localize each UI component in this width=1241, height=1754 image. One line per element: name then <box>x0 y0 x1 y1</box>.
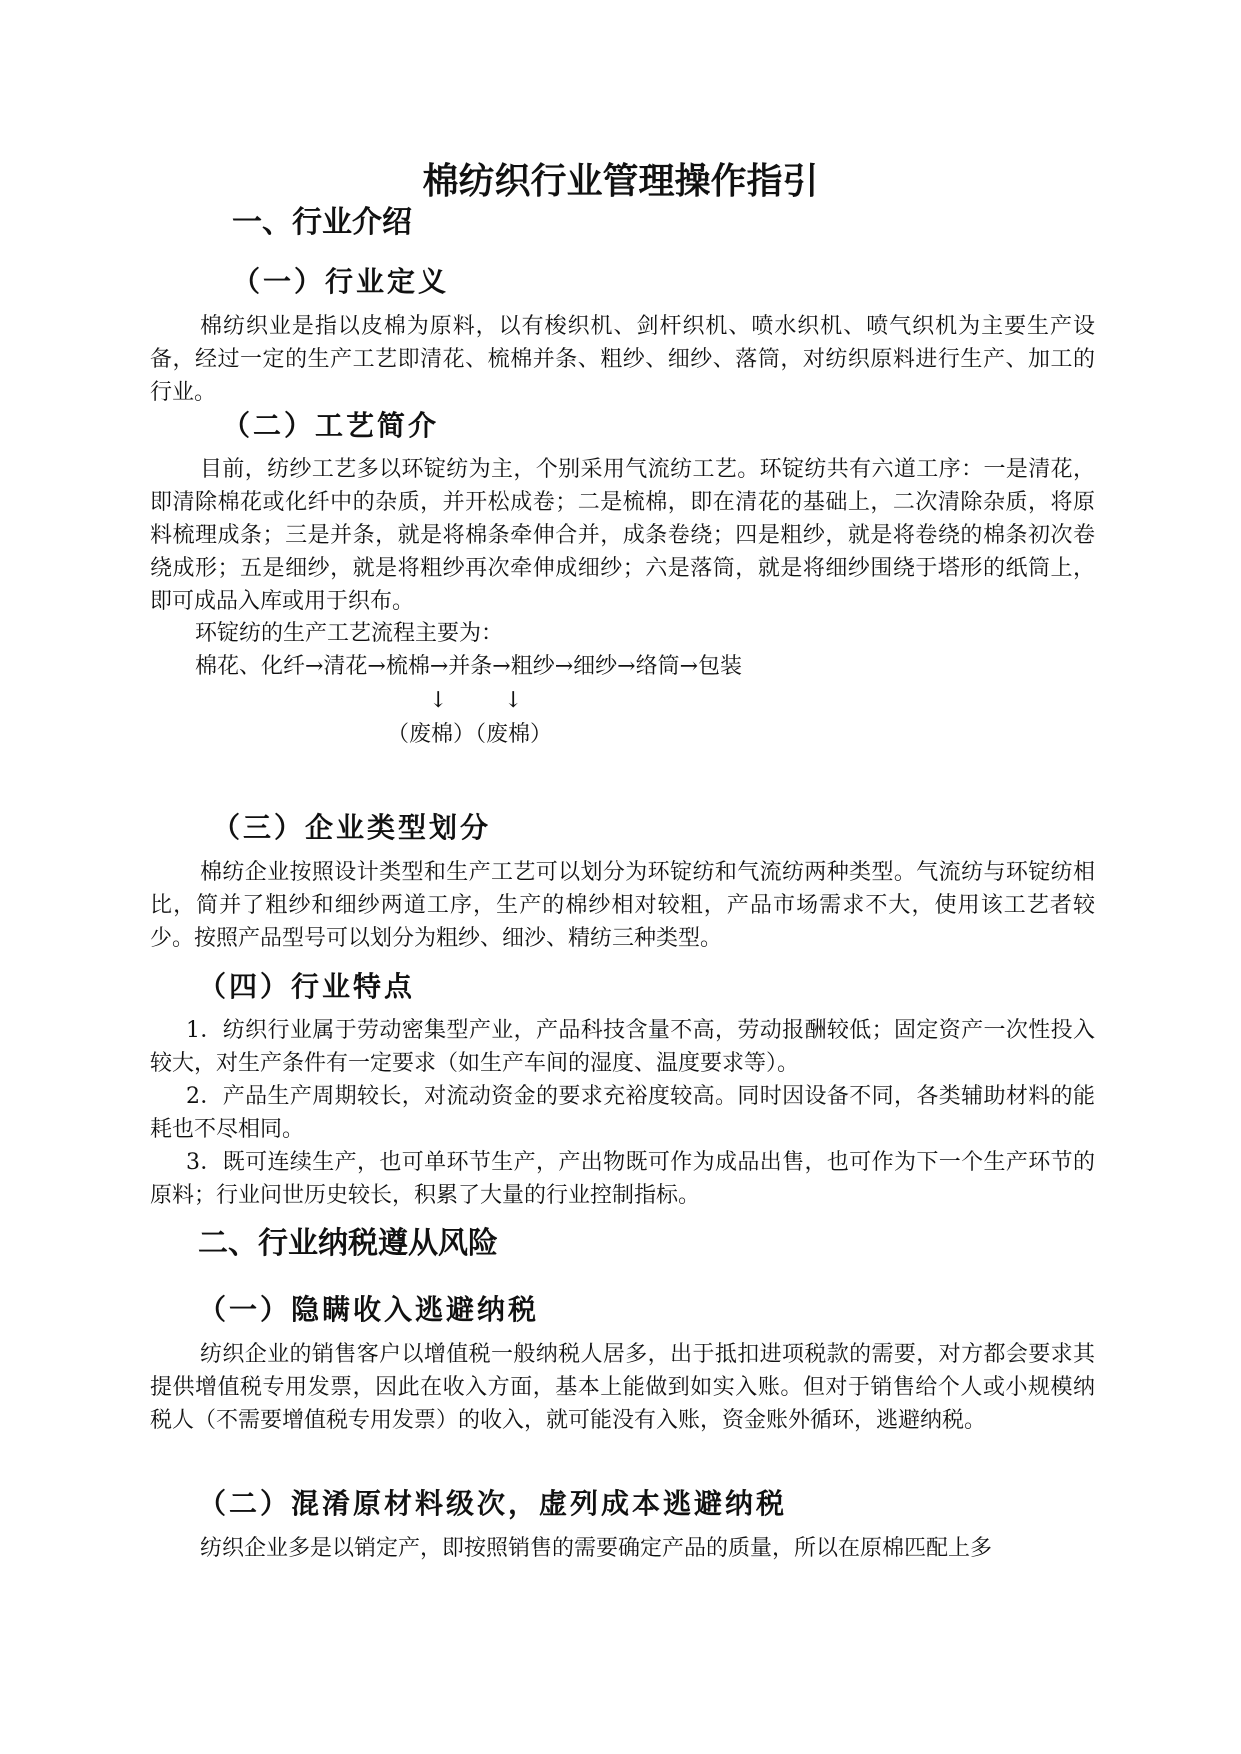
subsection-heading-enterprise-types: （三）企业类型划分 <box>212 811 492 844</box>
section-heading-industry-intro: 一、行业介绍 <box>232 205 412 240</box>
subsection-heading-definition: （一）行业定义 <box>232 265 450 298</box>
subsection-heading-hidden-income: （一）隐瞒收入逃避纳税 <box>198 1293 540 1326</box>
flow-line: 棉花、化纤→清花→梳棉→并条→粗纱→细纱→络筒→包装 <box>195 654 743 679</box>
document-title: 棉纺织行业管理操作指引 <box>422 161 819 202</box>
flow-arrow-down-1: ↓ <box>429 688 448 713</box>
paragraph-enterprise-types: 棉纺企业按照设计类型和生产工艺可以划分为环锭纺和气流纺两种类型。气流纺与环锭纺相比，简并了粗纱和细纱两道工序，生产的棉纱相对较粗，产品市场需求不大，使用该工艺者较少。按照产品型号可以划分为粗纱、细沙、精纺三种类型。 <box>150 860 1095 951</box>
characteristic-item-1: 1．纺织行业属于劳动密集型产业，产品科技含量不高，劳动报酬较低；固定资产一次性投入较大，对生产条件有一定要求（如生产车间的湿度、温度要求等）。 <box>150 1018 1095 1076</box>
flow-intro: 环锭纺的生产工艺流程主要为： <box>195 621 504 646</box>
paragraph-material-grades: 纺织企业多是以销定产，即按照销售的需要确定产品的质量，所以在原棉匹配上多 <box>200 1536 993 1561</box>
paragraph-definition: 棉纺织业是指以皮棉为原料，以有梭织机、剑杆织机、喷水织机、喷气织机为主要生产设备，经过一定的生产工艺即清花、梳棉并条、粗纱、细纱、落筒，对纺织原料进行生产、加工的行业。 <box>150 314 1095 405</box>
flow-arrow-down-2: ↓ <box>504 688 523 713</box>
characteristic-item-2: 2．产品生产周期较长，对流动资金的要求充裕度较高。同时因设备不同，各类辅助材料的能耗也不尽相同。 <box>150 1084 1095 1142</box>
subsection-heading-process: （二）工艺简介 <box>222 409 440 442</box>
characteristic-item-3: 3．既可连续生产，也可单环节生产，产出物既可作为成品出售，也可作为下一个生产环节的原料；行业问世历史较长，积累了大量的行业控制指标。 <box>150 1150 1095 1208</box>
flow-waste-labels: （废棉）（废棉） <box>387 722 553 747</box>
paragraph-process: 目前，纺纱工艺多以环锭纺为主，个别采用气流纺工艺。环锭纺共有六道工序：一是清花，即清除棉花或化纤中的杂质，并开松成卷；二是梳棉，即在清花的基础上，二次清除杂质，将原料梳理成条；三是并条，就是将棉条牵伸合并，成条卷绕；四是粗纱，就是将卷绕的棉条初次卷绕成形；五是细纱，就是将粗纱再次牵伸成细纱；六是落筒，就是将细纱围绕于塔形的纸筒上，即可成品入库或用于织布。 <box>150 457 1095 614</box>
section-heading-tax-compliance-risk: 二、行业纳税遵从风险 <box>198 1226 498 1261</box>
paragraph-hidden-income: 纺织企业的销售客户以增值税一般纳税人居多，出于抵扣进项税款的需要，对方都会要求其提供增值税专用发票，因此在收入方面，基本上能做到如实入账。但对于销售给个人或小规模纳税人（不需要增值税专用发票）的收入，就可能没有入账，资金账外循环，逃避纳税。 <box>150 1342 1095 1433</box>
subsection-heading-material-grades: （二）混淆原材料级次，虚列成本逃避纳税 <box>198 1487 788 1520</box>
subsection-heading-characteristics: （四）行业特点 <box>198 970 416 1003</box>
